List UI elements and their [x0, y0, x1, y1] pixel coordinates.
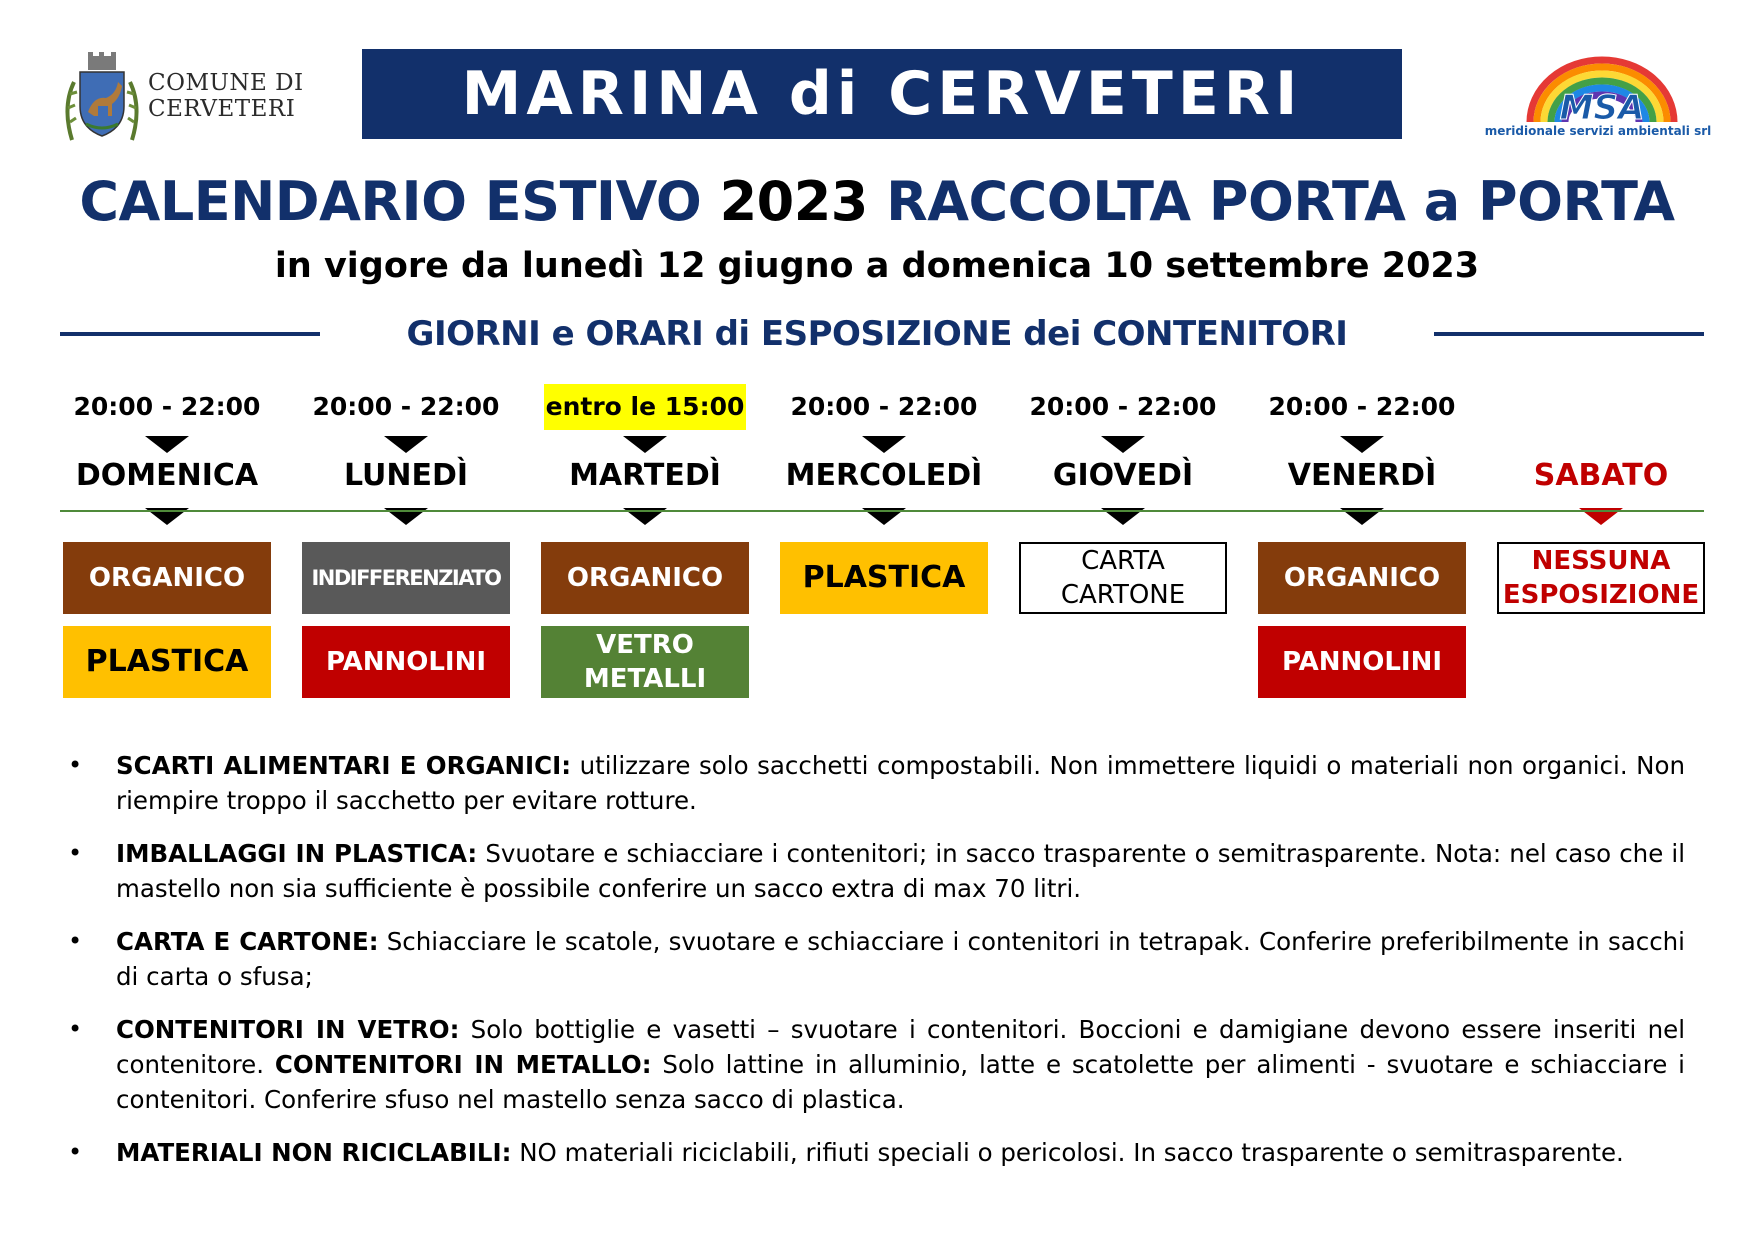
waste-label: METALLI	[583, 664, 707, 694]
waste-box-nessuna	[1497, 542, 1705, 614]
day-column-6	[1494, 384, 1708, 525]
comune-logo	[60, 52, 320, 142]
note-heading: SCARTI ALIMENTARI E ORGANICI:	[116, 751, 572, 780]
waste-label: ORGANICO	[566, 563, 724, 593]
waste-label: VETRO	[596, 630, 694, 660]
main-title-year: 2023	[719, 170, 868, 233]
bullet-icon: •	[68, 1015, 83, 1043]
waste-box-organico	[1258, 542, 1466, 614]
arrow-down-icon	[1101, 436, 1145, 453]
comune-name	[148, 70, 304, 122]
note-non-riciclabili	[60, 1135, 1685, 1170]
day-column-3	[777, 384, 991, 525]
day-name: MARTEDÌ	[569, 458, 721, 493]
crest-icon	[64, 52, 140, 144]
title-banner	[362, 49, 1402, 139]
bullet-icon: •	[68, 927, 83, 955]
section-divider-left	[60, 332, 320, 336]
waste-box-pannolini	[1258, 626, 1466, 698]
main-title-part2: RACCOLTA PORTA a PORTA	[867, 170, 1675, 233]
exposure-time: 20:00 - 22:00	[1268, 392, 1456, 421]
waste-label: CARTONE	[1060, 580, 1186, 610]
note-text: utilizzare solo sacchetti compostabili. Non immettere liquidi o materiali non organici. Non riempire troppo il sacchetto per evitare rotture.	[116, 751, 1685, 815]
rainbow-icon	[1478, 52, 1718, 124]
day-name: LUNEDÌ	[343, 458, 469, 493]
banner-title: MARINA di CERVETERI	[461, 59, 1303, 129]
waste-label: PANNOLINI	[1281, 647, 1443, 677]
waste-label: NESSUNA	[1531, 546, 1671, 576]
note-heading: CONTENITORI IN VETRO:	[116, 1015, 460, 1044]
day-name: GIOVEDÌ	[1052, 458, 1194, 493]
day-column-0	[60, 384, 274, 525]
note-text: Svuotare e schiacciare i contenitori; in sacco trasparente o semitrasparente. Nota: nel caso che il mastello non sia sufficiente è possibile conferire un sacco extra di max 70 litri.	[116, 839, 1686, 903]
arrow-down-icon	[623, 436, 667, 453]
arrow-down-icon	[145, 436, 189, 453]
msa-tagline: meridionale servizi ambientali srl	[1484, 124, 1712, 138]
note-plastica	[60, 836, 1685, 906]
exposure-time: 20:00 - 22:00	[312, 392, 500, 421]
validity-subtitle: in vigore da lunedì 12 giugno a domenica 10 settembre 2023	[274, 246, 1480, 286]
waste-label: ORGANICO	[1283, 563, 1441, 593]
waste-label: ORGANICO	[88, 563, 246, 593]
schedule-divider	[60, 510, 1704, 512]
note-heading-2: CONTENITORI IN METALLO:	[274, 1050, 652, 1079]
note-text: NO materiali riciclabili, rifiuti speciali o pericolosi. In sacco trasparente o semitrasparente.	[511, 1138, 1624, 1167]
note-text: Schiacciare le scatole, svuotare e schiacciare i contenitori in tetrapak. Conferire preferibilmente in sacchi di carta o sfusa;	[116, 927, 1685, 991]
note-carta	[60, 924, 1685, 994]
exposure-time: 20:00 - 22:00	[790, 392, 978, 421]
note-heading: CARTA E CARTONE:	[116, 927, 379, 956]
exposure-time	[1494, 384, 1708, 430]
bullet-icon: •	[68, 751, 83, 779]
waste-label: INDIFFERENZIATO	[311, 566, 501, 590]
day-name: SABATO	[1533, 458, 1669, 493]
exposure-time: 20:00 - 22:00	[1029, 392, 1217, 421]
waste-label: PLASTICA	[802, 560, 966, 595]
waste-box-plastica	[63, 626, 271, 698]
waste-label: PLASTICA	[85, 644, 249, 679]
waste-label: CARTA	[1081, 546, 1165, 576]
waste-box-plastica	[780, 542, 988, 614]
waste-box-organico	[541, 542, 749, 614]
day-name: MERCOLEDÌ	[785, 458, 983, 493]
note-text: Solo bottiglie e vasetti – svuotare i contenitori. Boccioni e damigiane devono essere inseriti nel contenitore.	[116, 1015, 1685, 1079]
arrow-down-icon	[862, 436, 906, 453]
section-title: GIORNI e ORARI di ESPOSIZIONE dei CONTENITORI	[406, 314, 1348, 354]
waste-label: PANNOLINI	[325, 647, 487, 677]
waste-box-indiff	[302, 542, 510, 614]
exposure-time: 20:00 - 22:00	[73, 392, 261, 421]
day-name: VENERDÌ	[1287, 458, 1437, 493]
note-heading: MATERIALI NON RICICLABILI:	[116, 1138, 512, 1167]
main-title-part1: CALENDARIO ESTIVO	[79, 170, 720, 233]
day-column-5	[1255, 384, 1469, 525]
note-organico	[60, 748, 1685, 818]
note-heading: IMBALLAGGI IN PLASTICA:	[116, 839, 478, 868]
bullet-icon: •	[68, 1138, 83, 1166]
main-title	[0, 170, 1754, 233]
instructions-list	[60, 748, 1685, 1188]
day-name: DOMENICA	[75, 458, 259, 493]
arrow-down-icon	[384, 436, 428, 453]
bullet-icon: •	[68, 839, 83, 867]
comune-line1: COMUNE DI	[148, 70, 304, 96]
waste-box-pannolini	[302, 626, 510, 698]
arrow-down-icon	[1340, 436, 1384, 453]
waste-box-vetro	[541, 626, 749, 698]
section-divider-right	[1434, 332, 1704, 336]
msa-logo	[1478, 52, 1718, 142]
note-vetro-metallo	[60, 1012, 1685, 1117]
waste-box-carta	[1019, 542, 1227, 614]
waste-label: ESPOSIZIONE	[1502, 580, 1700, 610]
note-text-2: Solo lattine in alluminio, latte e scatolette per alimenti - svuotare e schiacciare i contenitori. Conferire sfuso nel mastello senza sacco di plastica.	[116, 1050, 1685, 1114]
comune-line2: CERVETERI	[148, 96, 296, 122]
day-column-1	[299, 384, 513, 525]
exposure-time: entro le 15:00	[544, 384, 746, 430]
day-column-4	[1016, 384, 1230, 525]
waste-box-organico	[63, 542, 271, 614]
day-column-2	[538, 384, 752, 525]
msa-logo-text: MSA	[1559, 88, 1645, 124]
